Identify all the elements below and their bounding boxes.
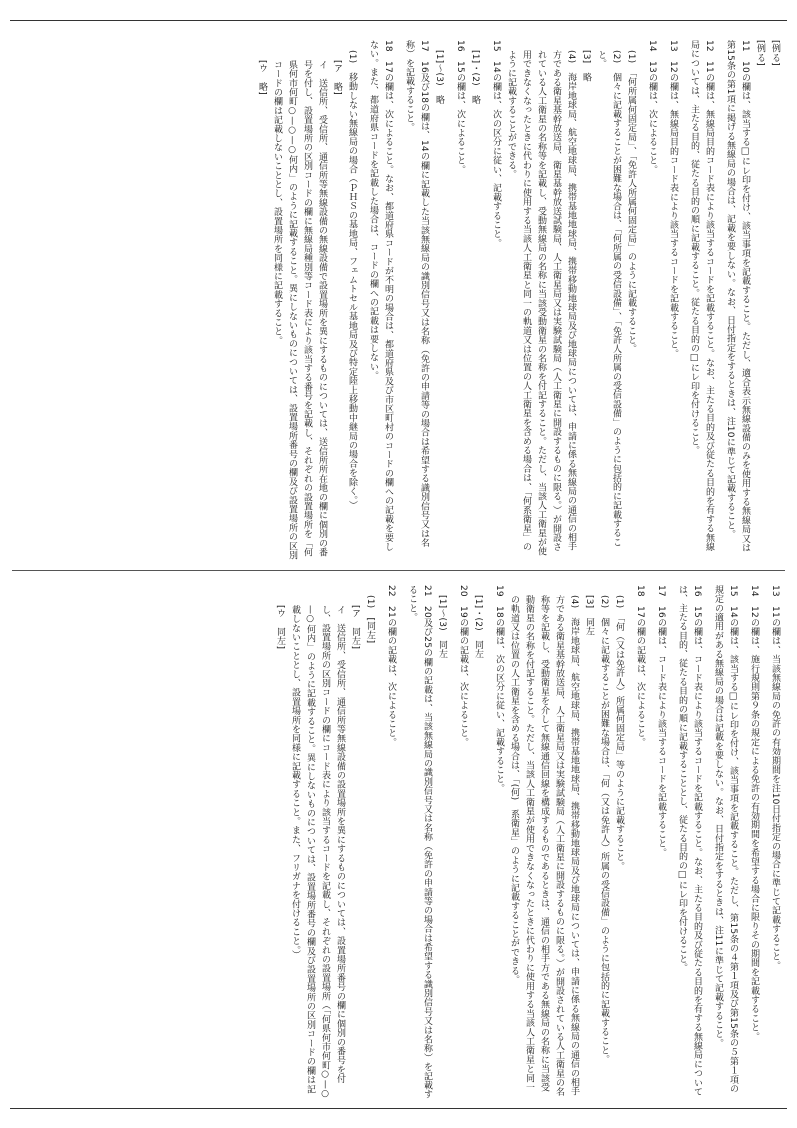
paragraph: 16 15の欄は、次によること。 — [455, 40, 465, 175]
paragraph: (4) 海岸地球局、航空地球局、携帯基地地球局、携帯移動地球局及び地球局については、申請に係る無線局の通信の相手方である衛星基幹放送局、衛星基幹放送試験局、人工衛星局又は実験試験局（人工衛星に開設するものに限る。）が開設されている人工衛星の名称等を記載し、受動無線局の名称に当該受動衛星の名称を付記すること。ただし、当該人工衛星が使用できなくなったときに代わりに使用する当該人工衛星と同一の軌道又は位置の人工衛星を含める場合は、「何系衛星」のように記載することができる。 — [506, 50, 576, 556]
paragraph: 13 11の欄は、当該無線局の免許の有効期間を注10日付指定の場合に準じて記載すること。 — [770, 585, 780, 971]
paragraph: 22 21の欄の記載は、次によること。 — [386, 585, 396, 747]
paragraph: (2) 個々に記載することが困難な場合は、「何（又は免許人）所属の受信設備」のように包括的に記載すること。 — [599, 595, 609, 1064]
paragraph: [3] 同左 — [584, 595, 594, 636]
paragraph: [ア 同左] — [350, 605, 360, 650]
paragraph: 18 17の欄の記載は、次によること。 — [635, 585, 645, 747]
paragraph: 16 15の欄は、コード表により該当するコードを記載すること。なお、主たる目的及び従たる目的を有する無線局については、主たる目的、従たる目的の順に記載することとし、従たる目的の□にレ印を付けること。 — [677, 585, 702, 1097]
paragraph: [1]〜(3) 略 — [434, 50, 444, 105]
paragraph: [1]〜(3) 同左 — [437, 595, 447, 659]
paragraph: 15 14の欄は、該当する□にレ印を付け、該当事項を記載すること。ただし、第15条の４第１項及び第15条の５第１項の規定の適用がある無線局の場合は記載を要しない。なお、日付指定をするときは、注11に準じて記載すること。 — [713, 585, 738, 1094]
paragraph: [1]・(2) 同左 — [473, 595, 483, 659]
paragraph: 15 14の欄は、次の区分に従い、記載すること。 — [491, 40, 501, 248]
paragraph: [例る] — [755, 40, 765, 66]
paragraph: [3] 略 — [581, 50, 591, 82]
paragraph: 21 20及び25の欄の記載は、当該無線局の識別信号又は名称（免許の申請等の場合は希望する識別信号又は名称）を記載すること。 — [407, 585, 432, 1099]
paragraph: 12 11の欄は、無線局目的コード表により該当するコードを記載すること。なお、主たる目的及び従たる目的を有する無線局については、主たる目的、従たる目的の順に記載すること。従たる目的の□にレ印を付けること。 — [689, 40, 714, 552]
paragraph: [ウ 同左] — [275, 605, 285, 650]
paragraph: 14 12の欄は、施行規則第９条の規定による免許の有効期間を希望する場合に限りその期間を記載すること。 — [749, 585, 759, 1042]
section-divider — [12, 570, 785, 571]
paragraph: 11 10の欄は、該当する□にレ印を付け、該当事項を記載すること。ただし、適合表示無線設備のみを使用する無線局又は第15条の第1項に掲げる無線局の場合は、記載を要しない。なお、日付指定をするときは、注10に準じて記載すること。 — [725, 40, 750, 553]
paragraph: [1]・(2) 略 — [470, 50, 480, 105]
paragraph: 17 16及び18の欄は、14の欄に記載した当該無線局の識別信号又は名称（免許の申請等の場合は希望する識別信号又は名称）を記載すること。 — [404, 40, 429, 548]
paragraph: [ウ 略] — [257, 60, 267, 96]
paragraph: [例る] — [770, 40, 780, 66]
upper-text-panel — [12, 40, 782, 560]
paragraph: イ 送信所、受信所、通信所等無線設備の設置場所を異にするものについては、設置場所番号の欄に個別の番号を付し、設置場所の区別コードの欄にコード表により該当するコードを記載し、それぞれの設置場所（「何県何市何町○—○—○何内」のように記載すること。異にしないものについては、設置場所番号の欄及び設置場所の区別コードの欄は記載しないこととし、設置場所を同様に記載すること。また、フリガナを付けること。） — [290, 605, 345, 1100]
paragraph: (4) 海岸地球局、航空地球局、携帯基地地球局、携帯移動地球局及び地球局については、申請に係る無線局の通信の相手方である衛星基幹放送局、人工衛星局又は実験試験局（人工衛星に開設するものに限る。）が開設されている人工衛星の名称等を記載し、受動衛星を介して無線通信回線を構成するものであるときは、通信の相手方である無線局の名称に当該受動衛星の名称を付記すること。ただし、当該人工衛星が使用できなくなったときに代わりに使用する当該人工衛星と同一の軌道又は位置の人工衛星を含める場合は、「(何) 系衛星」のように記載することができる。 — [509, 595, 579, 1097]
paragraph: 13 12の欄は、無線局目的コード表により該当するコードを記載すること。 — [668, 40, 678, 359]
paragraph: 19 18の欄は、次の区分に従い、記載すること。 — [494, 585, 504, 793]
paragraph: (2) 個々に記載することが困難な場合は、「何所属の受信設備」、「免許人所属の受信設備」のように包括的に記載すること。 — [596, 50, 621, 547]
paragraph: (1) [同左] — [365, 595, 375, 644]
paragraph: イ 送信所、受信所、通信所等無線設備の無線設備で設置場所を異にするものについては、送信所所在地の欄に個別の番号を付し、設置場所の区別コードの欄に無線局種別等コード表により該当する番号を記載し、それぞれの設置場所を「何県何市何町○—○—○何内」のように記載すること。異にしないものについては、設置場所番号の欄及び設置場所の区別コードの欄は記載しないこととし、設置場所を同様に記載すること。 — [272, 60, 327, 560]
paragraph: (1) 「何（又は免許人）所属何固定局」等のように記載すること。 — [614, 595, 624, 871]
paragraph: 17 16の欄は、コード表により該当するコードを記載すること。 — [656, 585, 666, 858]
paragraph: [ア 略] — [332, 60, 342, 96]
top-rule — [10, 20, 787, 21]
paragraph: 20 19の欄の記載は、次によること。 — [458, 585, 468, 747]
paragraph: (1) 「何所属何固定局」、「免許人所属何固定局」のように記載すること。 — [626, 50, 636, 354]
paragraph: 14 13の欄は、次によること。 — [647, 40, 657, 175]
paragraph: 18 17の欄は、次によること。なお、都道府県コードが不明の場合は、都道府県及び市区町村のコードの欄への記載を要しない。また、都道府県コードを記載した場合は、コードの欄への記載は要しない。 — [368, 40, 393, 552]
lower-text-panel — [12, 585, 782, 1100]
bottom-rule — [10, 1108, 787, 1109]
paragraph: (1) 移動しない無線局の場合（ＰＨＳの基地局、フェムトセル基地局及び特定陸上移動中継局の場合を除く。） — [347, 50, 357, 510]
